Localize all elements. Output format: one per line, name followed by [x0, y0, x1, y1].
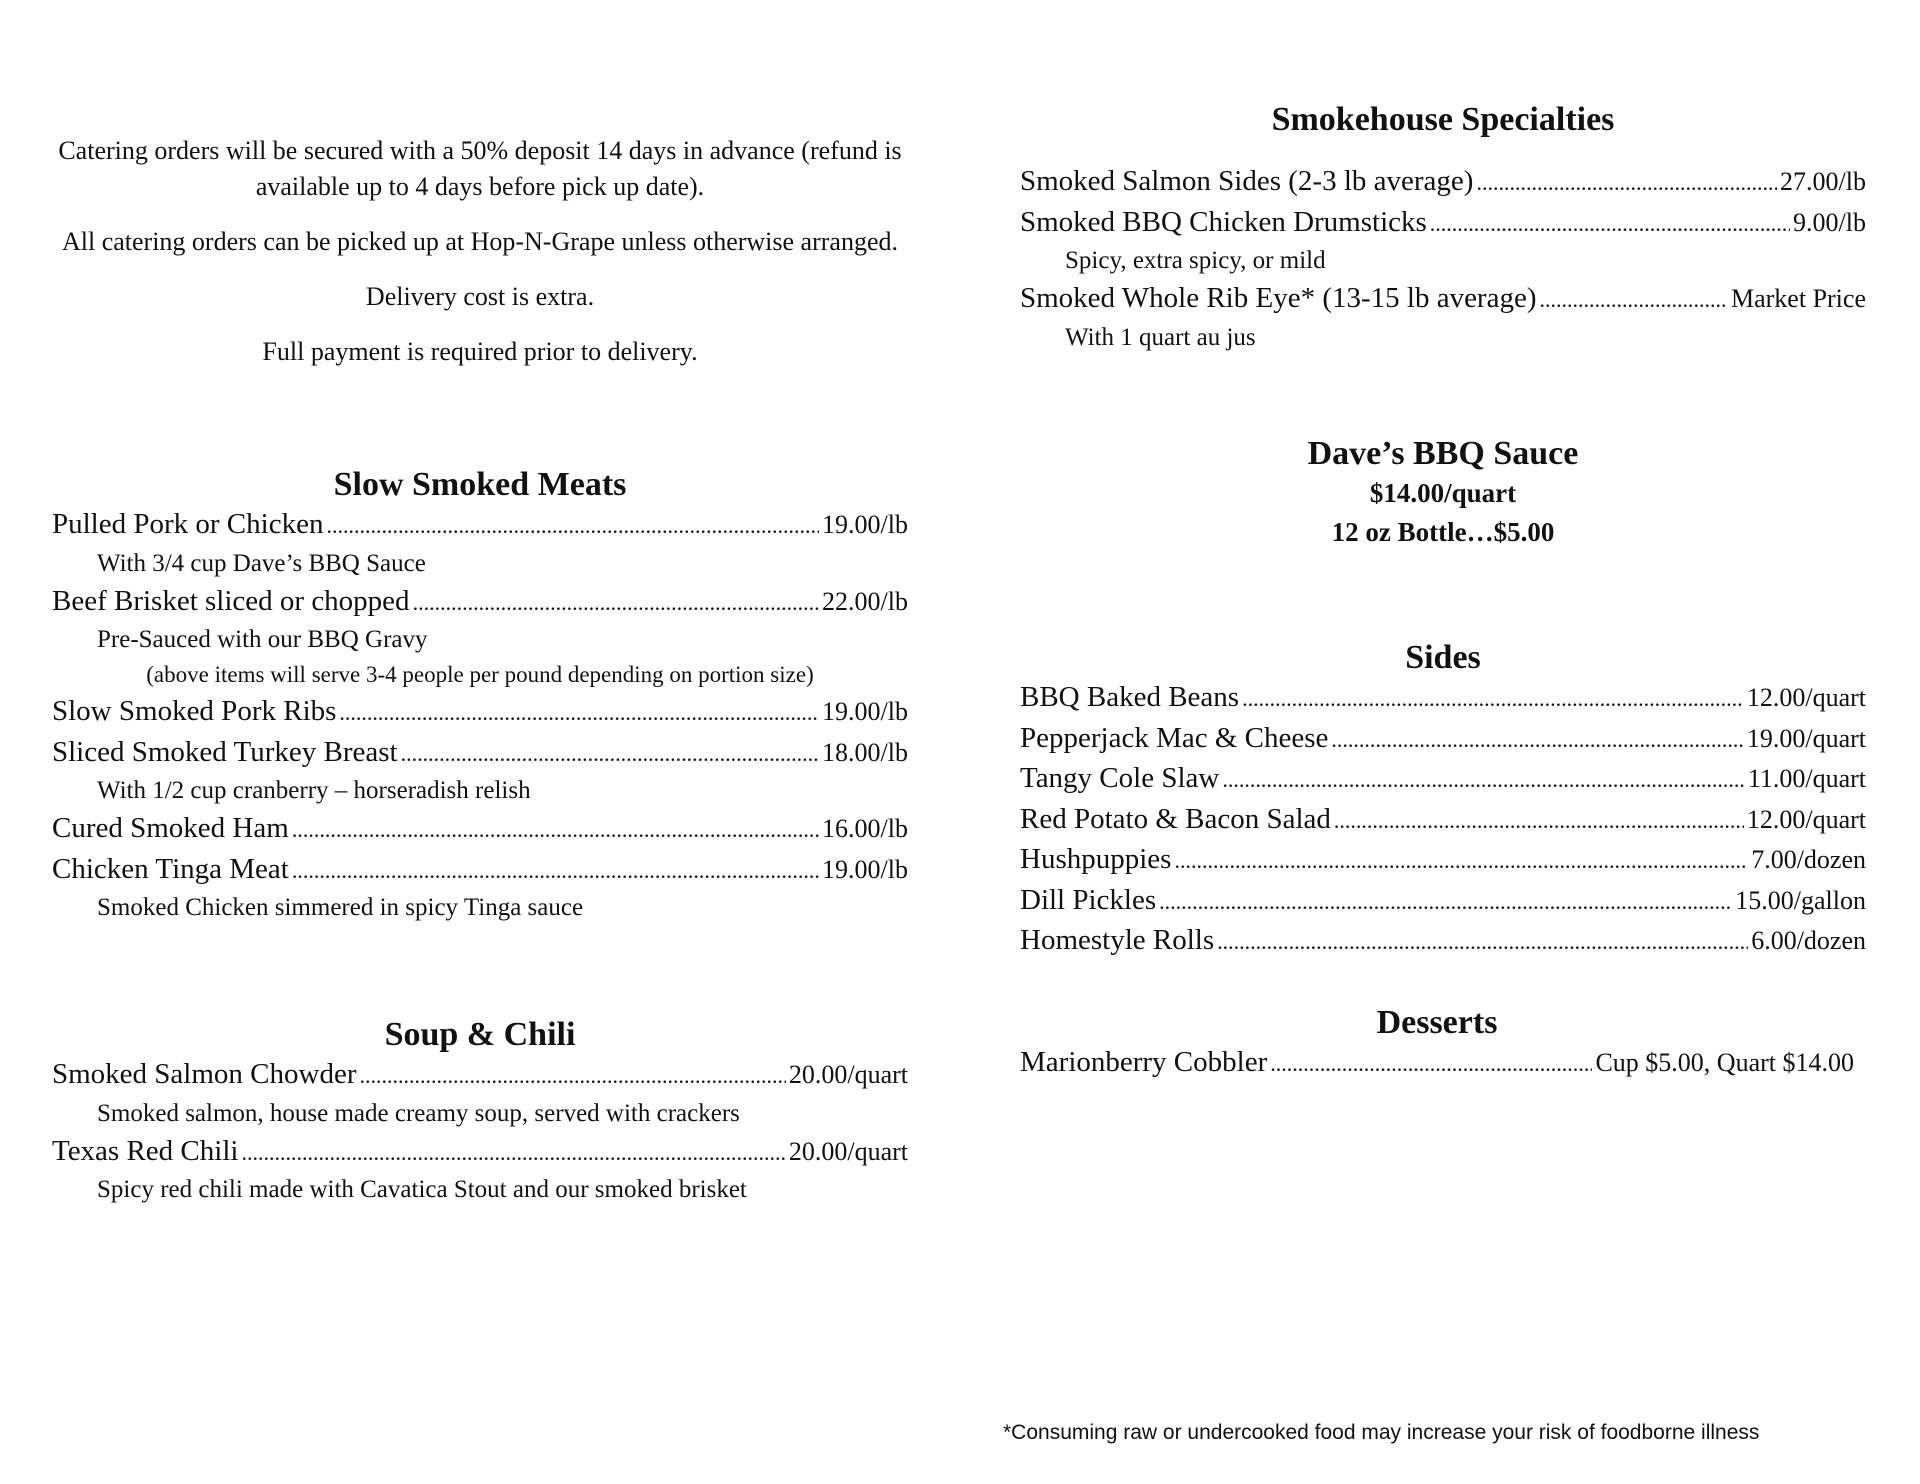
dot-leader: [1476, 163, 1777, 203]
dot-leader: [1334, 801, 1744, 841]
delivery-policy: Delivery cost is extra.: [365, 282, 595, 311]
item-name: Smoked Whole Rib Eye* (13-15 lb average): [1020, 282, 1537, 314]
menu-item: [1020, 921, 1866, 962]
dot-leader: [1270, 1044, 1592, 1084]
soup-chili-section: [52, 1015, 908, 1208]
menu-item: [1020, 678, 1866, 719]
item-price: 12.00/quart: [1746, 804, 1866, 834]
slow-smoked-meats-section: [52, 465, 908, 926]
item-name: Marionberry Cobbler: [1020, 1046, 1268, 1078]
item-note: Spicy, extra spicy, or mild: [1065, 247, 1326, 274]
item-name: Slow Smoked Pork Ribs: [52, 695, 337, 727]
catering-policies: [52, 133, 908, 389]
item-price: Market Price: [1730, 284, 1866, 313]
dot-leader: [241, 1133, 785, 1173]
section-title: Desserts: [1376, 1004, 1498, 1041]
item-price: 16.00/lb: [822, 814, 908, 843]
section-title: Slow Smoked Meats: [333, 466, 627, 503]
item-price: 18.00/lb: [822, 737, 908, 767]
menu-item: [52, 505, 908, 546]
item-price: 19.00/lb: [822, 697, 908, 726]
section-title: Sides: [1405, 639, 1481, 676]
item-name: Cured Smoked Ham: [52, 812, 289, 844]
menu-item: [1020, 279, 1866, 320]
item-name: Red Potato & Bacon Salad: [1020, 802, 1331, 835]
item-note: Pre-Sauced with our BBQ Gravy: [97, 626, 428, 653]
menu-item: [1020, 203, 1866, 244]
dot-leader: [401, 734, 819, 774]
item-name: BBQ Baked Beans: [1020, 681, 1240, 713]
deposit-policy: Catering orders will be secured with a 50% deposit 14 days in advance (refund is available up to 4 days before pick up date).: [58, 136, 902, 201]
item-name: Hushpuppies: [1020, 843, 1172, 875]
item-name: Tangy Cole Slaw: [1020, 762, 1220, 794]
item-name: Chicken Tinga Meat: [52, 852, 289, 885]
dot-leader: [1331, 720, 1743, 760]
item-price: 19.00/lb: [822, 854, 908, 884]
dot-leader: [339, 693, 819, 733]
section-title: Soup & Chili: [384, 1016, 576, 1053]
menu-item: [52, 1055, 908, 1096]
item-name: Pepperjack Mac & Cheese: [1020, 721, 1329, 754]
dot-leader: [1430, 204, 1790, 244]
dot-leader: [1159, 882, 1732, 922]
foodborne-illness-disclaimer: *Consuming raw or undercooked food may increase your risk of foodborne illness: [1003, 1421, 1760, 1444]
menu-item: [1020, 1043, 1854, 1084]
menu-item: [52, 582, 908, 623]
item-price: Cup $5.00, Quart $14.00: [1595, 1048, 1854, 1077]
menu-item: [1020, 719, 1866, 760]
item-name: Sliced Smoked Turkey Breast: [52, 735, 398, 768]
item-name: Pulled Pork or Chicken: [52, 508, 324, 540]
sauce-bottle-price: 12 oz Bottle…$5.00: [1331, 517, 1555, 547]
dot-leader: [360, 1056, 786, 1096]
item-name: Homestyle Rolls: [1020, 924, 1215, 956]
item-note: With 1 quart au jus: [1065, 323, 1256, 351]
dot-leader: [1174, 841, 1748, 881]
pickup-policy: All catering orders can be picked up at Hop-N-Grape unless otherwise arranged.: [61, 227, 898, 256]
menu-item: [1020, 881, 1866, 922]
dot-leader: [326, 506, 819, 546]
item-price: 22.00/lb: [822, 586, 908, 616]
item-note: Spicy red chili made with Cavatica Stout and our smoked brisket: [97, 1176, 747, 1203]
item-name: Smoked Salmon Chowder: [52, 1058, 357, 1090]
section-title: Dave’s BBQ Sauce: [1307, 435, 1579, 472]
item-note: With 3/4 cup Dave’s BBQ Sauce: [97, 549, 426, 577]
item-name: Smoked BBQ Chicken Drumsticks: [1020, 205, 1427, 238]
section-title: Smokehouse Specialties: [1271, 101, 1615, 138]
item-name: Dill Pickles: [1020, 883, 1157, 916]
menu-item: [52, 809, 908, 850]
dot-leader: [1222, 760, 1744, 800]
item-note: Smoked salmon, house made creamy soup, served with crackers: [97, 1099, 740, 1127]
item-name: Beef Brisket sliced or chopped: [52, 584, 410, 617]
menu-item: [52, 733, 908, 774]
item-price: 27.00/lb: [1780, 167, 1866, 196]
dot-leader: [1540, 280, 1728, 320]
dot-leader: [413, 583, 819, 623]
item-price: 7.00/dozen: [1751, 845, 1866, 874]
menu-item: [52, 1132, 908, 1173]
item-price: 15.00/gallon: [1735, 885, 1866, 915]
item-price: 19.00/lb: [822, 510, 908, 539]
item-price: 19.00/quart: [1746, 723, 1866, 753]
menu-item: [1020, 162, 1866, 203]
smokehouse-specialties-section: [1020, 100, 1866, 356]
menu-item: [1020, 800, 1866, 841]
menu-item: [1020, 759, 1866, 800]
menu-item: [52, 850, 908, 891]
item-name: Smoked Salmon Sides (2-3 lb average): [1020, 165, 1474, 197]
dot-leader: [292, 810, 819, 850]
menu-item: [52, 692, 908, 733]
sides-section: [1020, 638, 1866, 962]
item-price: 12.00/quart: [1746, 683, 1866, 712]
dot-leader: [1242, 679, 1744, 719]
item-name: Texas Red Chili: [52, 1134, 239, 1167]
payment-policy: Full payment is required prior to delivery.: [262, 337, 698, 366]
dot-leader: [1217, 922, 1748, 962]
dot-leader: [292, 851, 819, 891]
menu-item: [1020, 840, 1866, 881]
item-note: With 1/2 cup cranberry – horseradish relish: [97, 777, 531, 804]
item-price: 11.00/quart: [1747, 764, 1866, 793]
item-note: Smoked Chicken simmered in spicy Tinga sauce: [97, 894, 584, 921]
desserts-section: [1020, 1003, 1854, 1084]
item-price: 6.00/dozen: [1751, 926, 1866, 955]
sauce-quart-price: $14.00/quart: [1369, 478, 1517, 508]
item-price: 9.00/lb: [1793, 207, 1866, 237]
item-price: 20.00/quart: [788, 1136, 908, 1166]
item-price: 20.00/quart: [788, 1060, 908, 1089]
bbq-sauce-section: [1020, 434, 1866, 552]
serving-note: (above items will serve 3-4 people per pound depending on portion size): [146, 662, 814, 687]
